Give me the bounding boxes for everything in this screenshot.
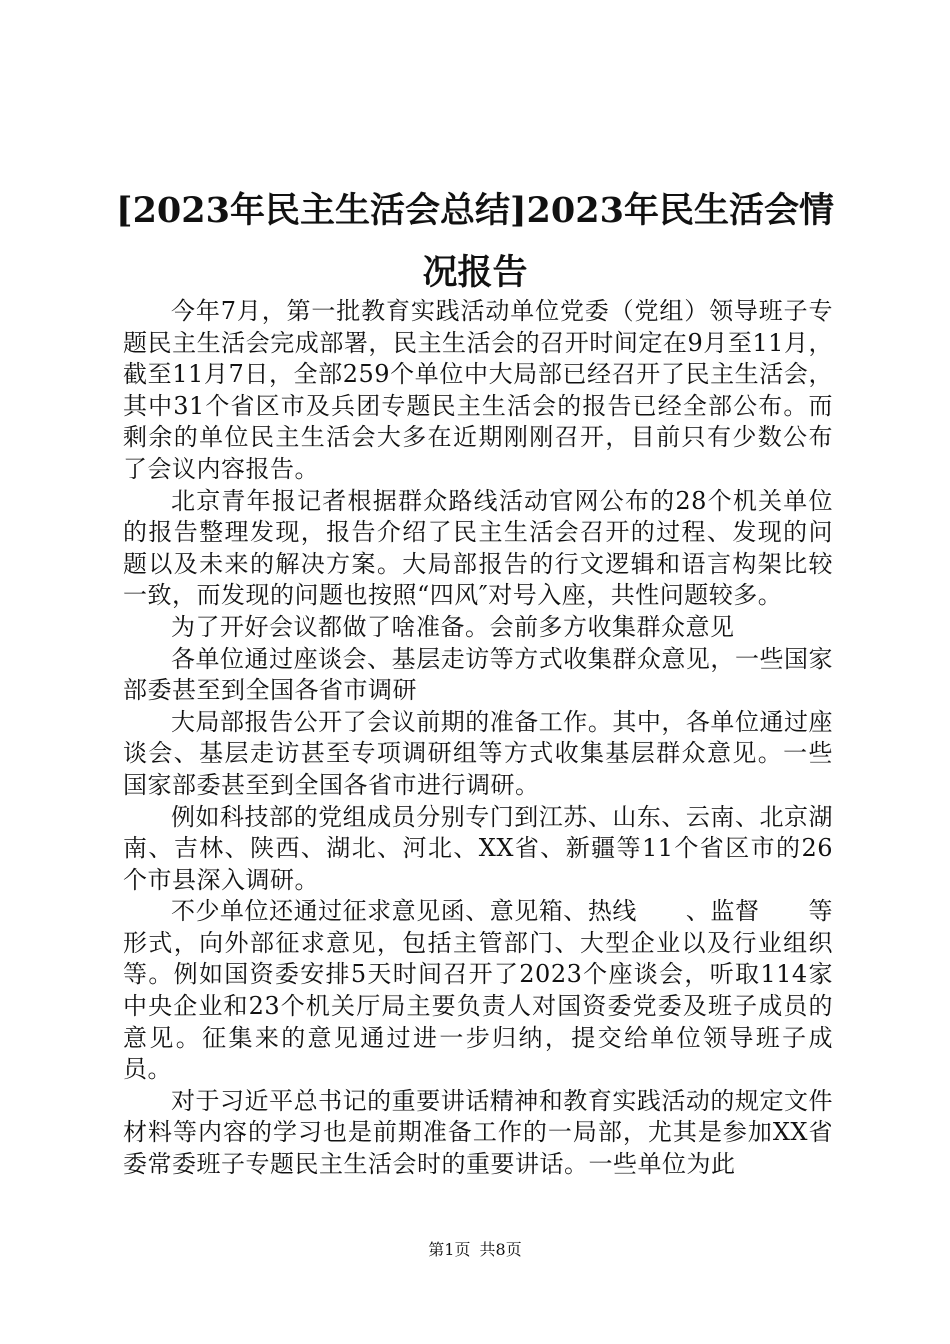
paragraph: 为了开好会议都做了啥准备。会前多方收集群众意见 [171, 612, 735, 641]
page-number: 第1页 [428, 1240, 471, 1259]
paragraph: 对于习近平总书记的重要讲话精神和教育实践活动的规定文件材料等内容的学习也是前期准备工作的一局部，尤其是参加XX省委常委班子专题民主生活会时的重要讲话。一些单位为此 [123, 1086, 833, 1179]
paragraph: 今年7月，第一批教育实践活动单位党委（党组）领导班子专题民主生活会完成部署，民主生活会的召开时间定在9月至11月，截至11月7日，全部259个单位中大局部已经召开了民主生活会，其中31个省区市及兵团专题民主生活会的报告已经全部公布。而剩余的单位民主生活会大多在近期刚刚召开，目前只有少数公布了会议内容报告。 [123, 297, 833, 483]
paragraph: 大局部报告公开了会议前期的准备工作。其中，各单位通过座谈会、基层走访甚至专项调研组等方式收集基层群众意见。一些国家部委甚至到全国各省市进行调研。 [123, 707, 833, 799]
page-total: 共8页 [479, 1240, 522, 1259]
document-body [123, 296, 833, 1181]
document-title: [2023年民主生活会总结]2023年民生活会情况报告 [116, 190, 834, 293]
paragraph: 北京青年报记者根据群众路线活动官网公布的28个机关单位的报告整理发现，报告介绍了民主生活会召开的过程、发现的问题以及未来的解决方案。大局部报告的行文逻辑和语言构架比较一致，而发现的问题也按照“四风″对号入座，共性问题较多。 [123, 486, 833, 610]
paragraph: 各单位通过座谈会、基层走访等方式收集群众意见，一些国家部委甚至到全国各省市调研 [123, 644, 833, 705]
paragraph: 不少单位还通过征求意见函、意见箱、热线 、监督 等形式，向外部征求意见，包括主管部门、大型企业以及行业组织等。例如国资委安排5天时间召开了2023个座谈会，听取114家中央企业和23个机关厅局主要负责人对国资委党委及班子成员的意见。征集来的意见通过进一步归纳，提交给单位领导班子成员。 [123, 897, 833, 1084]
page-footer [0, 1240, 950, 1260]
paragraph: 例如科技部的党组成员分别专门到江苏、山东、云南、北京湖南、吉林、陕西、湖北、河北、XX省、新疆等11个省区市的26个市县深入调研。 [123, 802, 833, 894]
